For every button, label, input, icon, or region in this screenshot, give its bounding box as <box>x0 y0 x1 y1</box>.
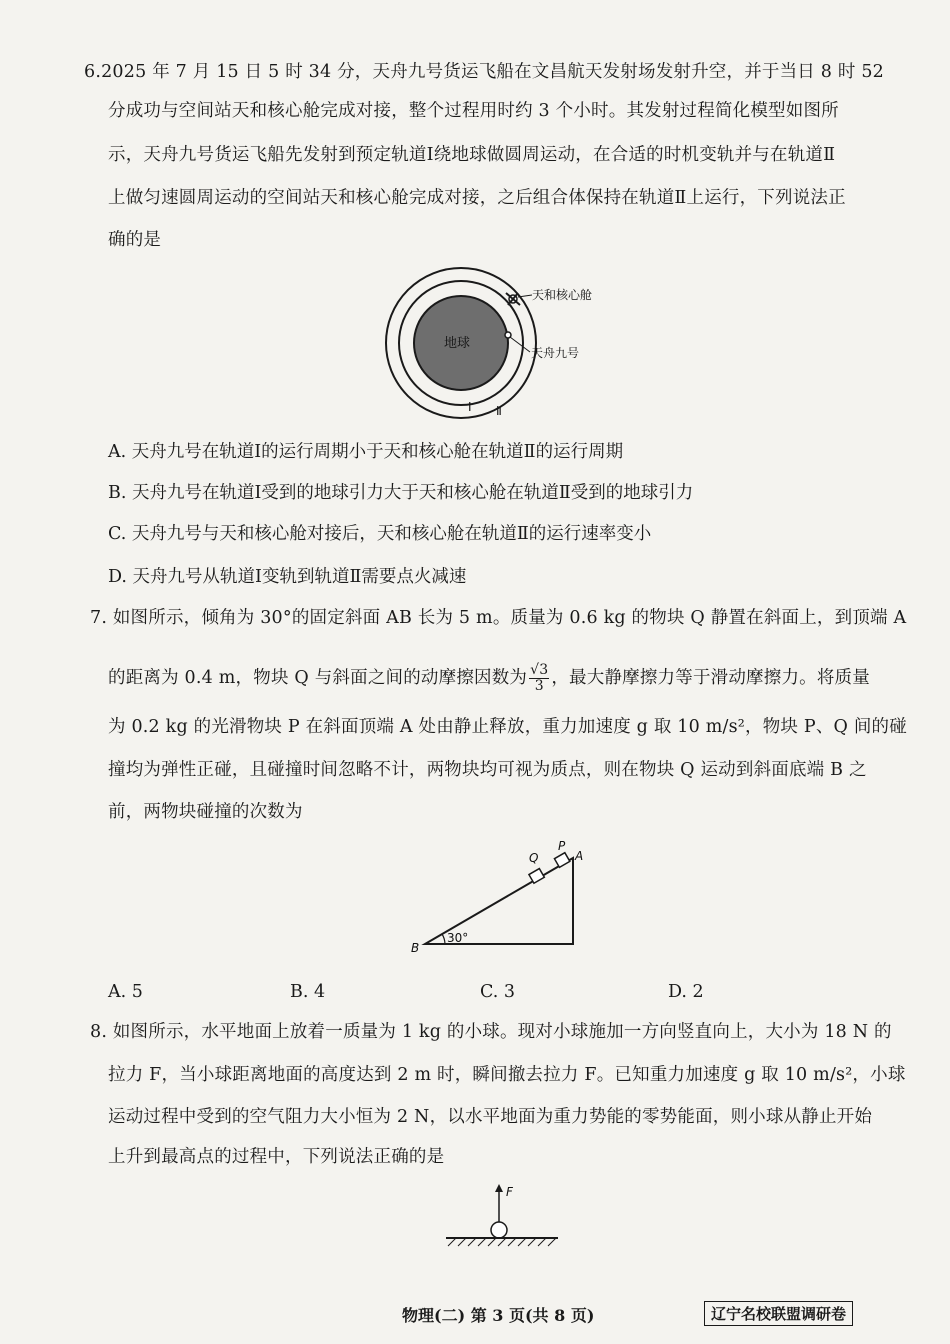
q7-option-a: A. 5 <box>108 982 143 1002</box>
q7-line-3: 为 0.2 kg 的光滑物块 P 在斜面顶端 A 处由静止释放，重力加速度 g 取 10 m/s²，物块 P、Q 间的碰 <box>108 717 907 737</box>
q6-option-d: D. 天舟九号从轨道Ⅰ变轨到轨道Ⅱ需要点火减速 <box>108 567 467 587</box>
force-arrow-head <box>495 1184 503 1192</box>
block-q <box>529 869 544 884</box>
q7-line-2 <box>108 663 870 694</box>
q7-line-1: 7. 如图所示，倾角为 30°的固定斜面 AB 长为 5 m。质量为 0.6 kg 的物块 Q 静置在斜面上，到顶端 A <box>90 608 907 628</box>
orbit-1-label: Ⅰ <box>468 400 472 414</box>
label-a: A <box>575 849 584 863</box>
station-label: 天和核心舱 <box>532 288 593 302</box>
friction-fraction <box>529 663 549 694</box>
q8-line-1: 8. 如图所示，水平地面上放着一质量为 1 kg 的小球。现对小球施加一方向竖直向上，大小为 18 N 的 <box>90 1022 892 1042</box>
q6-line-4: 上做匀速圆周运动的空间站天和核心舱完成对接，之后组合体保持在轨道Ⅱ上运行，下列说法正 <box>108 188 846 208</box>
angle-label: 30° <box>447 931 469 945</box>
q6-line-3: 示，天舟九号货运飞船先发射到预定轨道Ⅰ绕地球做圆周运动，在合适的时机变轨并与在轨道Ⅱ <box>108 145 836 165</box>
label-p: P <box>558 840 566 853</box>
q7-option-b: B. 4 <box>290 982 326 1002</box>
force-label: F <box>506 1185 513 1199</box>
block-p <box>554 853 569 868</box>
q6-option-b: B. 天舟九号在轨道Ⅰ受到的地球引力大于天和核心舱在轨道Ⅱ受到的地球引力 <box>108 483 694 503</box>
q6-line-1: 6.2025 年 7 月 15 日 5 时 34 分，天舟九号货运飞船在文昌航天发射场发射升空，并于当日 8 时 52 <box>84 62 884 82</box>
q6-option-a: A. 天舟九号在轨道Ⅰ的运行周期小于天和核心舱在轨道Ⅱ的运行周期 <box>108 442 624 462</box>
q8-line-4: 上升到最高点的过程中，下列说法正确的是 <box>108 1147 445 1167</box>
fraction-numerator: √3 <box>530 662 549 678</box>
exam-stamp: 辽宁名校联盟调研卷 <box>704 1301 853 1326</box>
label-b: B <box>411 941 420 955</box>
ship-label: 天舟九号 <box>531 346 580 360</box>
q7-line-2-post: ，最大静摩擦力等于滑动摩擦力。将质量 <box>551 668 870 688</box>
q6-option-c: C. 天舟九号与天和核心舱对接后，天和核心舱在轨道Ⅱ的运行速率变小 <box>108 524 652 544</box>
q7-line-5: 前，两物块碰撞的次数为 <box>108 802 303 822</box>
q8-line-2: 拉力 F，当小球距离地面的高度达到 2 m 时，瞬间撤去拉力 F。已知重力加速度 g 取 10 m/s²，小球 <box>108 1065 906 1085</box>
ball-circle <box>491 1222 507 1238</box>
page-footer: 物理(二) 第 3 页(共 8 页) <box>402 1306 595 1325</box>
q7-option-d: D. 2 <box>668 982 704 1002</box>
ball-diagram <box>440 1180 565 1252</box>
q7-line-4: 撞均为弹性正碰，且碰撞时间忽略不计，两物块均可视为质点，则在物块 Q 运动到斜面底端 B 之 <box>108 760 867 780</box>
q6-line-2: 分成功与空间站天和核心舱完成对接，整个过程用时约 3 个小时。其发射过程简化模型如图所 <box>108 101 839 121</box>
orbit-2-label: Ⅱ <box>496 404 502 418</box>
ground-hatching <box>448 1238 556 1246</box>
incline-diagram <box>405 840 600 960</box>
label-q: Q <box>529 851 539 865</box>
fraction-denominator: 3 <box>534 678 544 694</box>
q6-line-5: 确的是 <box>108 230 162 250</box>
q7-option-c: C. 3 <box>480 982 516 1002</box>
q8-line-3: 运动过程中受到的空气阻力大小恒为 2 N，以水平地面为重力势能的零势能面，则小球从静止开始 <box>108 1107 873 1127</box>
q7-line-2-pre: 的距离为 0.4 m，物块 Q 与斜面之间的动摩擦因数为 <box>108 668 528 688</box>
orbit-diagram <box>380 265 640 430</box>
earth-label: 地球 <box>444 336 471 351</box>
angle-arc <box>442 934 445 944</box>
